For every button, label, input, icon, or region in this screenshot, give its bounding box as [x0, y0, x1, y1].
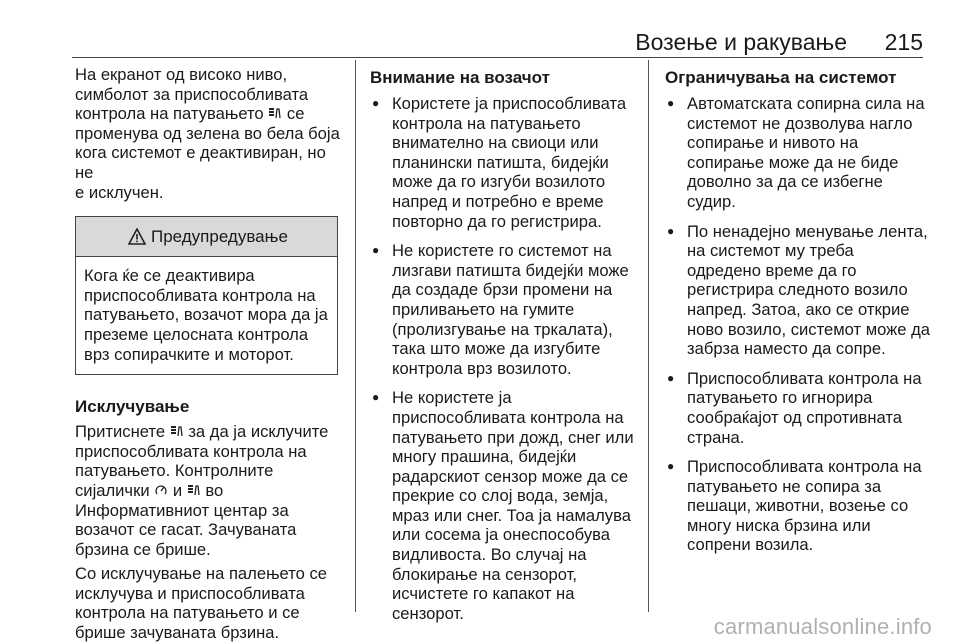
section-heading-limitations: Ограничувања на системот	[665, 68, 897, 87]
list-item: ● Приспособливата контрола на патувањето не сопира за пешаци, животни, возење со многу ниска брзина или сопрени возила.	[665, 457, 935, 555]
cruise-control-icon	[154, 483, 168, 497]
ignition-paragraph: Со исклучување на палењето се исклучува и приспособливата контрола на патувањето и се брише зачуваната брзина.	[75, 564, 328, 642]
column-divider	[355, 60, 356, 612]
adaptive-cruise-icon	[268, 106, 282, 120]
warning-title: Предупредување	[151, 226, 288, 246]
warning-box	[75, 216, 338, 375]
list-item: ● Не користете го системот на лизгави патишта бидејќи може да создаде брзи промени на приливањето на гумите (пролизгување на тркалата), така што може да изгубите контрола врз возилото.	[370, 241, 638, 378]
column-divider	[648, 60, 649, 612]
adaptive-cruise-icon	[170, 424, 184, 438]
page-header	[0, 28, 960, 58]
list-item: ● Приспособливата контрола на патувањето го игнорира сообраќајот од спротивната страна.	[665, 369, 935, 447]
header-title: Возење и ракување	[635, 29, 847, 55]
page-number: 215	[884, 29, 923, 55]
left-column	[75, 60, 347, 642]
adaptive-cruise-icon	[187, 483, 201, 497]
section-heading-driver-attention: Внимание на возачот	[370, 68, 550, 87]
list-item: ● По ненадејно менување лента, на системот му треба одредено време да го регистрира следното возило напред. Затоа, ако се открие ново возило, системот може да забрза наместо да сопре.	[665, 222, 935, 359]
list-item: ● Користете ја приспособливата контрола на патувањето внимателно на свиоци или планински патишта, бидејќи може да го изгуби возилото напред и потребно е време повторно да го регистрира.	[370, 94, 638, 231]
section-heading-off: Исклучување	[75, 397, 190, 417]
intro-paragraph: На екранот од високо ниво, симболот за приспособливата контрола на патувањето се променува од зелена во бела боја кога системот е деактивиран, но не е исклучен.	[75, 65, 340, 202]
warning-text: Кога ќе се деактивира приспособливата контрола на патувањето, возачот мора да ја преземе целосната контрола врз сопирачките и моторот.	[84, 266, 328, 364]
warning-header	[76, 217, 337, 257]
list-item: ● Не користете ја приспособливата контрола на патувањето при дожд, снег или многу прашина, бидејќи радарскиот сензор може да се прекрие со слој вода, земја, мраз или снег. Тоа ја намалува или сосема ја онеспособува видливоста. Во случај на блокирање на сензорот, исчистете го капакот на сензорот.	[370, 388, 638, 623]
header-rule	[72, 57, 923, 58]
off-paragraph: Притиснете за да ја исклучите приспособливата контрола на патувањето. Контролните сијалички и во Информативниот центар за возачот се гасат. Зачуваната брзина се брише.	[75, 422, 329, 559]
right-column	[665, 60, 935, 565]
warning-triangle-icon	[128, 228, 146, 245]
watermark: carmanualsonline.info	[713, 614, 932, 639]
middle-column	[370, 60, 638, 633]
limitations-list	[665, 94, 935, 555]
driver-attention-list	[370, 94, 638, 623]
list-item: ● Автоматската сопирна сила на системот не дозволува нагло сопирање и нивото на сопирање може да не биде доволно за да се избегне судир.	[665, 94, 935, 212]
